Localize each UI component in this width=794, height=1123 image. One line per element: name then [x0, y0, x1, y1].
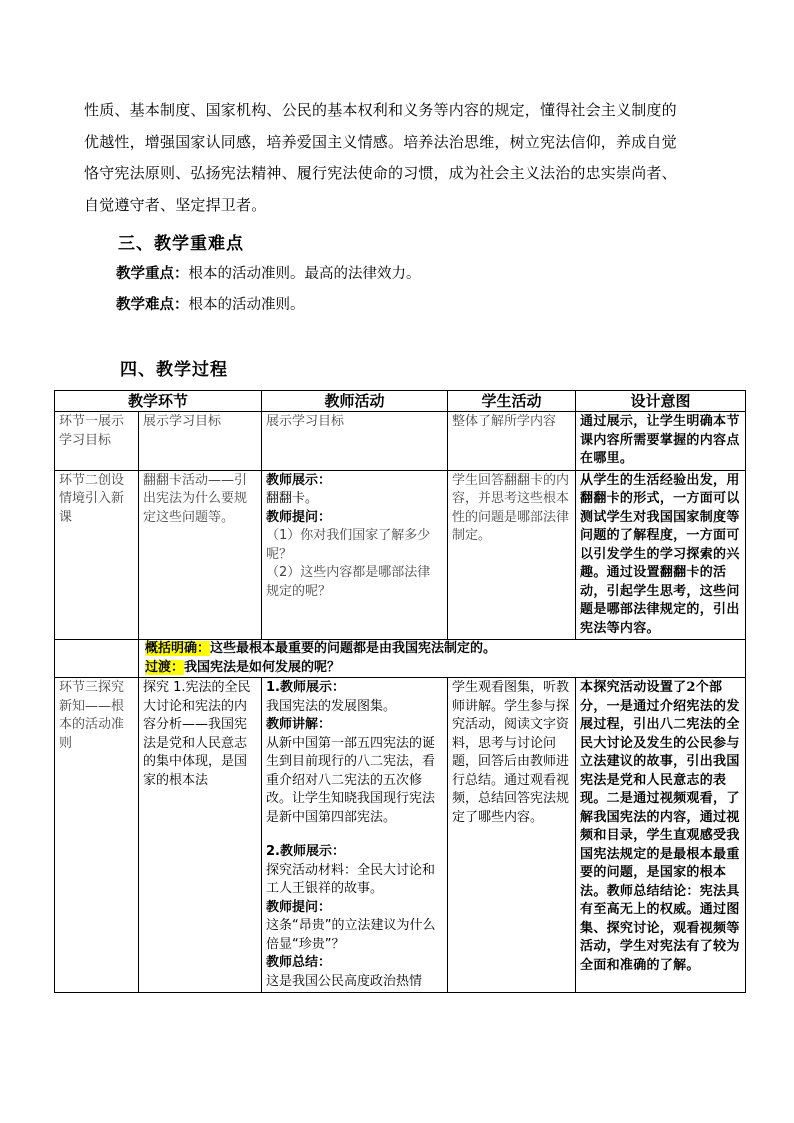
row1-stage: 环节一展示学习目标 [55, 412, 139, 471]
row1-intent: 通过展示，让学生明确本节课内容所需要掌握的内容点在哪里。 [576, 412, 746, 471]
header-intent: 设计意图 [576, 391, 746, 412]
section-4-heading: 四、教学过程 [120, 360, 228, 380]
row3-teacher-label-summary: 教师总结： [266, 955, 332, 970]
teaching-difficulty-text: 根本的活动准则。 [188, 297, 305, 313]
row3-teacher [262, 678, 448, 993]
summary-label-2: 过渡： [145, 659, 185, 675]
table-row [55, 470, 746, 640]
summary-cell [139, 640, 746, 678]
summary-text-1: 这些最根本最重要的问题都是由我国宪法制定的。 [210, 641, 497, 656]
row2-teacher-label-ask: 教师提问： [266, 509, 332, 525]
row3-teacher-show-1: 我国宪法的发展图集。 [266, 698, 397, 714]
intro-line-4: 自觉遵守者、坚定捍卫者。 [84, 196, 267, 214]
intro-line-2: 优越性，增强国家认同感，培养爱国主义情感。培养法治思维，树立宪法信仰，养成自觉 [84, 133, 677, 151]
row3-teacher-gap [266, 827, 443, 843]
table-header-row [55, 391, 746, 412]
header-stage: 教学环节 [55, 391, 262, 412]
intro-line-1: 性质、基本制度、国家机构、公民的基本权利和义务等内容的规定，懂得社会主义制度的 [84, 101, 677, 119]
row2-stage: 环节二创设情境引入新课 [55, 470, 139, 640]
row2-teacher-question-1: （1）你对我们国家了解多少呢？ [266, 528, 431, 562]
summary-label-1: 概括明确： [145, 641, 211, 656]
section-3-heading: 三、教学重难点 [118, 234, 244, 254]
summary-line-2 [145, 659, 739, 678]
summary-line-1 [145, 640, 739, 659]
teaching-difficulty [116, 293, 305, 314]
row1-content: 展示学习目标 [139, 412, 262, 471]
teaching-focus [116, 262, 421, 283]
row3-stage: 环节三探究新知——根本的活动准则 [55, 678, 139, 993]
teaching-focus-text: 根本的活动准则。最高的法律效力。 [188, 266, 421, 282]
row3-student: 学生观看图集，听教师讲解。学生参与探究活动，阅读文字资料，思考与讨论问题，回答后由教师进行总结。通过观看视频，总结回答宪法规定了哪些内容。 [448, 678, 576, 993]
header-teacher: 教师活动 [262, 391, 448, 412]
row3-teacher-label-show-1: 1.教师展示： [266, 680, 345, 695]
table-row [55, 412, 746, 471]
summary-spacer [55, 640, 139, 678]
row2-teacher-question-2: （2）这些内容都是哪部法律规定的呢？ [266, 565, 431, 599]
row2-teacher-show: 翻翻卡。 [266, 491, 319, 506]
teaching-process-table [54, 390, 746, 993]
row3-teacher-show-2: 探究活动材料：全民大讨论和工人王银祥的故事。 [266, 862, 436, 896]
row3-teacher-label-show-2: 2.教师展示： [266, 844, 345, 859]
header-student: 学生活动 [448, 391, 576, 412]
table-row [55, 678, 746, 993]
row2-intent: 从学生的生活经验出发，用翻翻卡的形式，一方面可以测试学生对我国国家制度等问题的了解程度，一方面可以引发学生的学习探索的兴趣。通过设置翻翻卡的活动，引起学生思考，这些问题是哪部法律规定的，引出宪法等内容。 [576, 470, 746, 640]
row3-content: 探究 1.宪法的全民大讨论和宪法的内容分析——我国宪法是党和人民意志的集中体现，是国家的根本法 [139, 678, 262, 993]
row2-content: 翻翻卡活动——引出宪法为什么要规定这些问题等。 [139, 470, 262, 640]
row2-teacher-label-show: 教师展示： [266, 472, 332, 488]
summary-text-2: 我国宪法是如何发展的呢？ [184, 659, 341, 675]
teaching-difficulty-label: 教学难点： [116, 297, 189, 313]
row1-student: 整体了解所学内容 [448, 412, 576, 471]
row1-teacher: 展示学习目标 [262, 412, 448, 471]
row3-teacher-label-ask: 教师提问： [266, 899, 332, 915]
row3-teacher-question: 这条“昂贵”的立法建议为什么倍显“珍贵”？ [266, 918, 436, 952]
teaching-focus-label: 教学重点： [116, 266, 189, 282]
row3-intent: 本探究活动设置了2个部分，一是通过介绍宪法的发展过程，引出八二宪法的全民大讨论及发生的公民参与立法建议的故事，引出我国宪法是党和人民意志的表现。二是通过视频观看，了解我国宪法的内容，通过视频和目录，学生直观感受我国宪法规定的是最根本最重要的问题，是国家的根本法。教师总结结论：宪法具有至高无上的权威。通过图集、探究讨论，观看视频等活动，学生对宪法有了较为全面和准确的了解。 [576, 678, 746, 993]
row3-teacher-summary: 这是我国公民高度政治热情 [266, 973, 423, 989]
intro-line-3: 恪守宪法原则、弘扬宪法精神、履行宪法使命的习惯，成为社会主义法治的忠实崇尚者、 [84, 164, 677, 182]
row3-teacher-explain: 从新中国第一部五四宪法的诞生到目前现行的八二宪法，看重介绍对八二宪法的五次修改。让学生知晓我国现行宪法是新中国第四部宪法。 [266, 735, 436, 825]
summary-row [55, 640, 746, 678]
row2-teacher [262, 470, 448, 640]
row2-student: 学生回答翻翻卡的内容，并思考这些根本性的问题是哪部法律制定。 [448, 470, 576, 640]
row3-teacher-label-explain: 教师讲解： [266, 717, 332, 732]
